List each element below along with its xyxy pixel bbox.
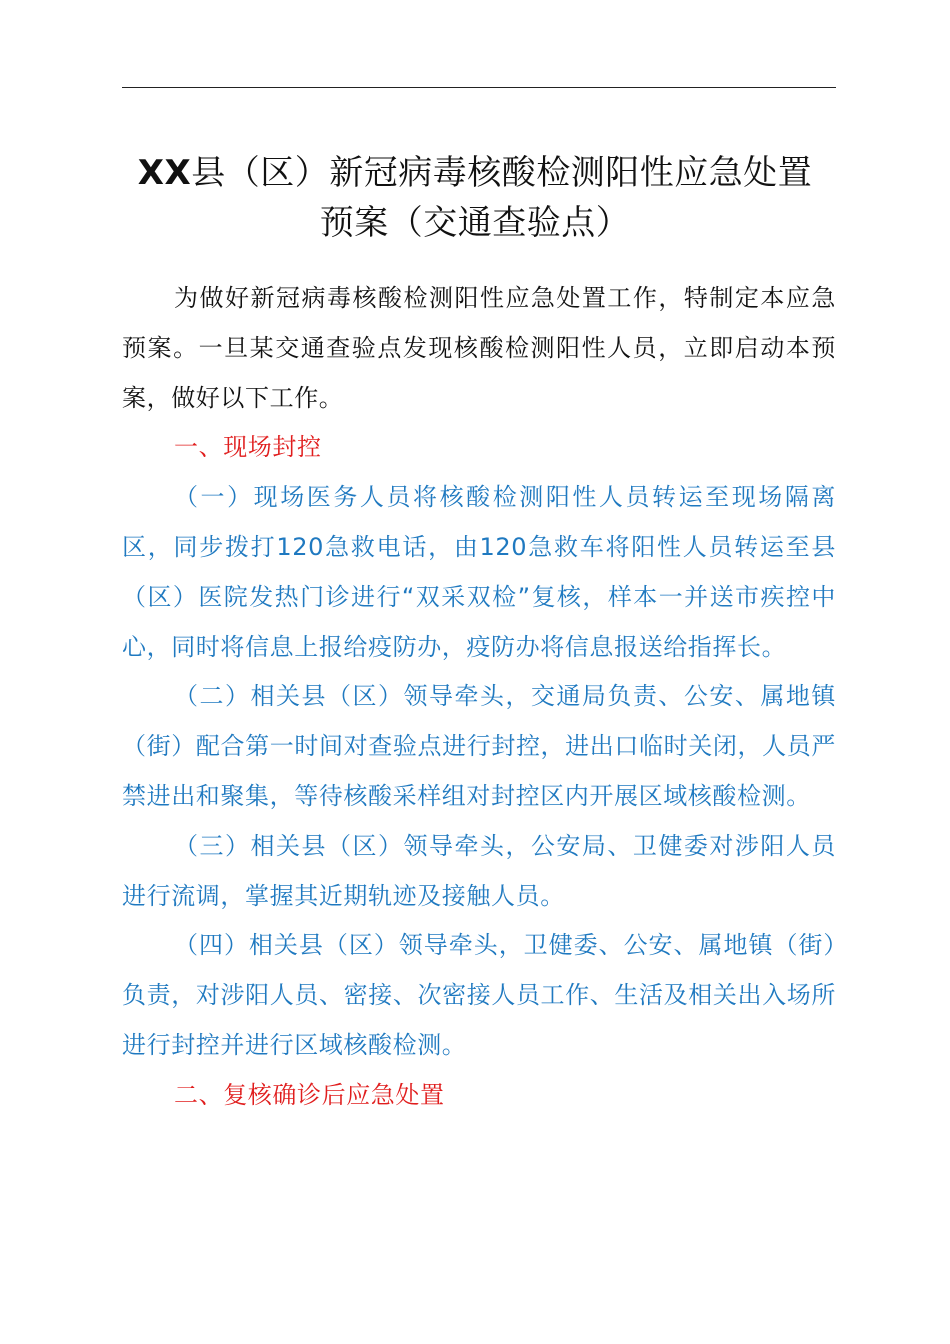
intro-paragraph: 为做好新冠病毒核酸检测阳性应急处置工作，特制定本应急预案。一旦某交通查验点发现核酸检测阳性人员，立即启动本预案，做好以下工作。: [122, 284, 836, 412]
section-2-heading: 二、复核确诊后应急处置: [174, 1080, 445, 1109]
title-line-1-text: 县（区）新冠病毒核酸检测阳性应急处置: [191, 153, 813, 193]
document-title-line-2: 预案（交通查验点）: [319, 203, 631, 243]
section-1-item-1: （一）现场医务人员将核酸检测阳性人员转运至现场隔离区，同步拨打120急救电话，由120急救车将阳性人员转运至县（区）医院发热门诊进行“双采双检”复核，样本一并送市疾控中心，同时将信息上报给疫防办，疫防办将信息报送给指挥长。: [122, 483, 836, 661]
section-1-item-3: （三）相关县（区）领导牵头，公安局、卫健委对涉阳人员进行流调，掌握其近期轨迹及接触人员。: [122, 831, 836, 910]
section-1-item-4: （四）相关县（区）领导牵头，卫健委、公安、属地镇（街）负责，对涉阳人员、密接、次密接人员工作、生活及相关出入场所进行封控并进行区域核酸检测。: [122, 931, 836, 1059]
document-body: [122, 274, 836, 1121]
title-prefix: XX: [137, 153, 192, 193]
section-1-heading: 一、现场封控: [174, 433, 322, 462]
header-rule: [122, 87, 836, 88]
document-title-line-1: [100, 148, 850, 198]
section-1-item-2: （二）相关县（区）领导牵头，交通局负责、公安、属地镇（街）配合第一时间对查验点进行封控，进出口临时关闭，人员严禁进出和聚集，等待核酸采样组对封控区内开展区域核酸检测。: [122, 682, 836, 810]
